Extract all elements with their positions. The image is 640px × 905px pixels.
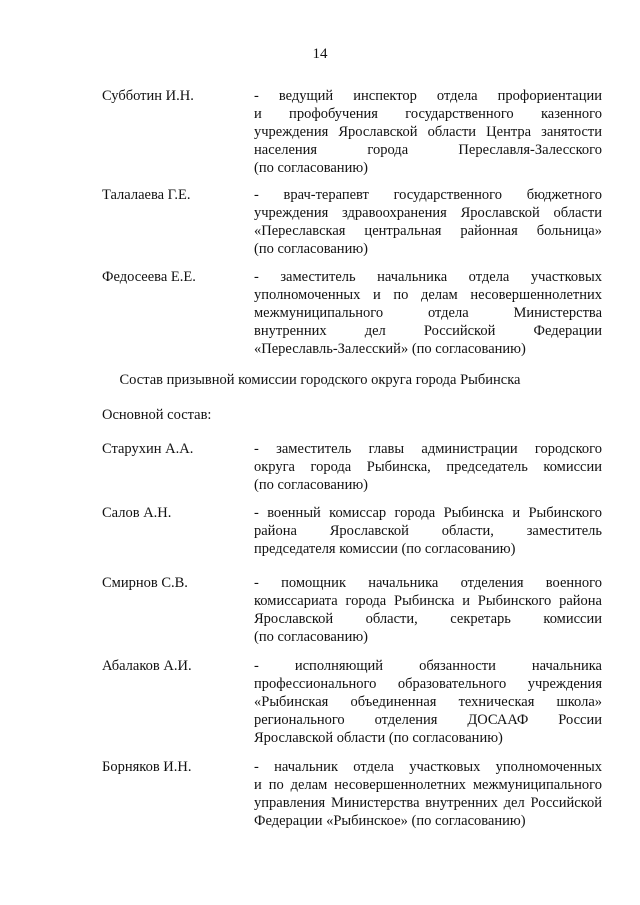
member-description	[254, 186, 602, 258]
member-description	[254, 758, 602, 830]
member-name: Федосеева Е.Е.	[102, 269, 196, 285]
description-line: уполномоченных и по делам несовершеннолетних	[254, 287, 602, 303]
description-line: учреждения здравоохранения Ярославской области	[254, 205, 602, 221]
description-line: - военный комиссар города Рыбинска и Рыбинского	[254, 505, 602, 521]
description-line: (по согласованию)	[254, 241, 368, 257]
description-line: Ярославской области, секретарь комиссии	[254, 611, 602, 627]
description-line: «Рыбинская объединенная техническая школа»	[254, 694, 602, 710]
description-line: «Переславль-Залесский» (по согласованию)	[254, 341, 526, 357]
description-line: регионального отделения ДОСААФ России	[254, 712, 602, 728]
description-line: населения города Переславля-Залесского	[254, 142, 602, 158]
subsection-title: Основной состав:	[102, 407, 212, 423]
description-line: «Переславская центральная районная больница»	[254, 223, 602, 239]
page-number: 14	[312, 46, 328, 62]
description-line: - заместитель главы администрации городского	[254, 441, 602, 457]
member-description	[254, 657, 602, 747]
description-line: межмуниципального отдела Министерства	[254, 305, 602, 321]
member-name: Смирнов С.В.	[102, 575, 188, 591]
description-line: внутренних дел Российской Федерации	[254, 323, 602, 339]
member-description	[254, 268, 602, 358]
description-line: Ярославской области (по согласованию)	[254, 730, 503, 746]
description-line: и профобучения государственного казенного	[254, 106, 602, 122]
member-name: Субботин И.Н.	[102, 88, 194, 104]
description-line: района Ярославской области, заместитель	[254, 523, 602, 539]
description-line: - помощник начальника отделения военного	[254, 575, 602, 591]
description-line: (по согласованию)	[254, 477, 368, 493]
description-line: - заместитель начальника отдела участковых	[254, 269, 602, 285]
member-name: Абалаков А.И.	[102, 658, 192, 674]
description-line: - ведущий инспектор отдела профориентации	[254, 88, 602, 104]
description-line: учреждения Ярославской области Центра занятости	[254, 124, 602, 140]
section-title: Состав призывной комиссии городского округа города Рыбинска	[119, 372, 521, 388]
description-line: профессионального образовательного учреждения	[254, 676, 602, 692]
member-name: Борняков И.Н.	[102, 759, 192, 775]
member-name: Старухин А.А.	[102, 441, 194, 457]
description-line: и по делам несовершеннолетних межмуниципального	[254, 777, 602, 793]
description-line: - врач-терапевт государственного бюджетного	[254, 187, 602, 203]
member-name: Салов А.Н.	[102, 505, 172, 521]
description-line: округа города Рыбинска, председатель комиссии	[254, 459, 602, 475]
member-name: Талалаева Г.Е.	[102, 187, 191, 203]
member-description	[254, 574, 602, 646]
description-line: Федерации «Рыбинское» (по согласованию)	[254, 813, 526, 829]
description-line: - исполняющий обязанности начальника	[254, 658, 602, 674]
description-line: управления Министерства внутренних дел Российской	[254, 795, 602, 811]
description-line: (по согласованию)	[254, 160, 368, 176]
description-line: (по согласованию)	[254, 629, 368, 645]
member-description	[254, 440, 602, 494]
member-description	[254, 504, 602, 558]
description-line: - начальник отдела участковых уполномоченных	[254, 759, 602, 775]
description-line: председателя комиссии (по согласованию)	[254, 541, 516, 557]
description-line: комиссариата города Рыбинска и Рыбинского района	[254, 593, 602, 609]
member-description	[254, 87, 602, 177]
